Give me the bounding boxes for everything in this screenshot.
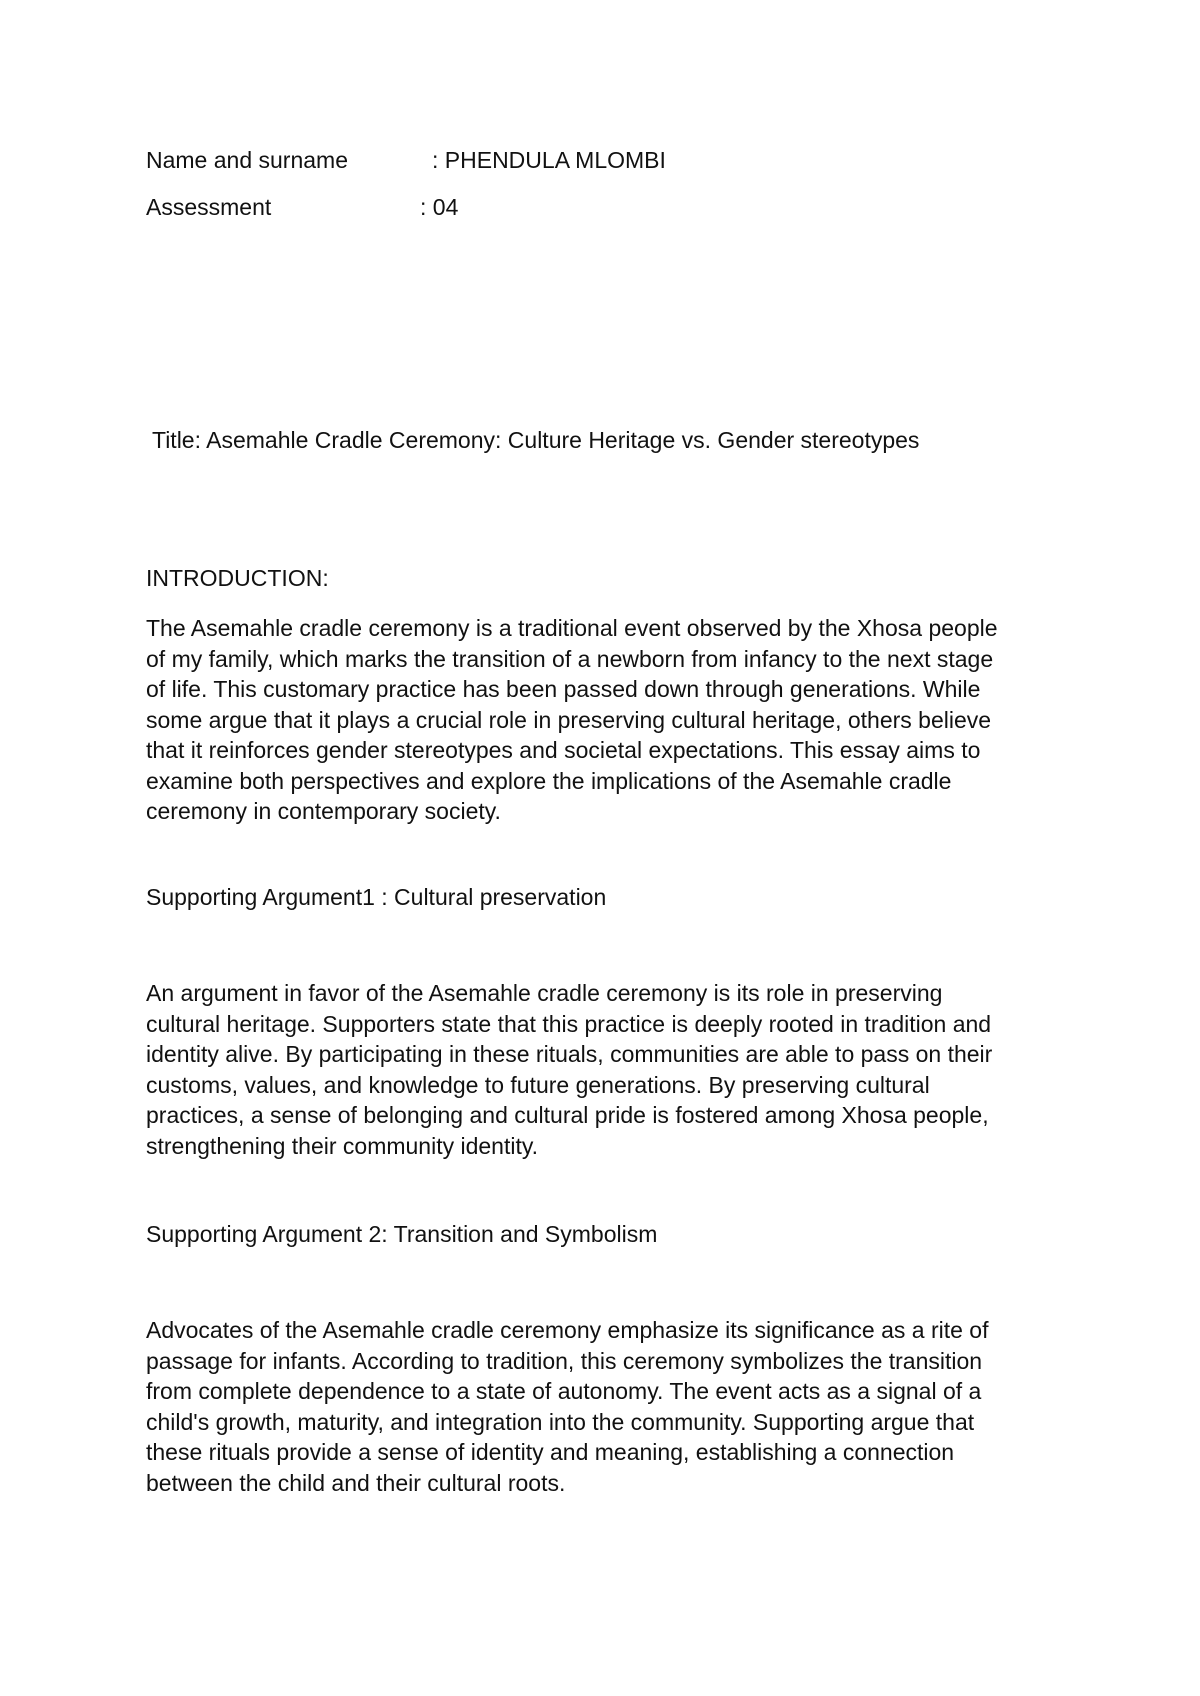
assessment-label: Assessment	[146, 194, 272, 220]
paragraph-line: examine both perspectives and explore the implications of the Asemahle cradle	[146, 767, 952, 794]
paragraph-line: of my family, which marks the transition of a newborn from infancy to the next stage	[146, 645, 994, 672]
paragraph-line: passage for infants. According to tradition, this ceremony symbolizes the transition	[146, 1347, 983, 1374]
paragraph-line: ceremony in contemporary society.	[146, 798, 501, 824]
assessment-value: : 04	[420, 194, 459, 220]
name-label: Name and surname	[146, 147, 348, 173]
section-paragraph-cultural-preservation	[146, 978, 1076, 1161]
paragraph-line: An argument in favor of the Asemahle cradle ceremony is its role in preserving	[146, 980, 943, 1006]
section-heading-transition-symbolism: Supporting Argument 2: Transition and Symbolism	[146, 1221, 658, 1247]
section-heading-cultural-preservation: Supporting Argument1 : Cultural preservation	[146, 884, 607, 910]
essay-title: Title: Asemahle Cradle Ceremony: Culture Heritage vs. Gender stereotypes	[152, 427, 920, 453]
paragraph-line: some argue that it plays a crucial role in preserving cultural heritage, others believe	[146, 706, 992, 733]
name-value: : PHENDULA MLOMBI	[432, 147, 666, 173]
paragraph-line: that it reinforces gender stereotypes and societal expectations. This essay aims to	[146, 737, 981, 763]
paragraph-line: identity alive. By participating in these rituals, communities are able to pass on their	[146, 1041, 993, 1067]
paragraph-line: between the child and their cultural roots.	[146, 1469, 566, 1496]
paragraph-line: from complete dependence to a state of autonomy. The event acts as a signal of a	[146, 1378, 982, 1404]
paragraph-line: strengthening their community identity.	[146, 1132, 539, 1159]
paragraph-line: Advocates of the Asemahle cradle ceremony emphasize its significance as a rite of	[146, 1317, 989, 1343]
paragraph-line: child's growth, maturity, and integration into the community. Supporting argue that	[146, 1408, 975, 1435]
paragraph-line: The Asemahle cradle ceremony is a traditional event observed by the Xhosa people	[146, 615, 998, 641]
paragraph-line: these rituals provide a sense of identity and meaning, establishing a connection	[146, 1439, 955, 1465]
section-paragraph-introduction	[146, 613, 1076, 827]
paragraph-line: customs, values, and knowledge to future generations. By preserving cultural	[146, 1071, 930, 1098]
paragraph-line: cultural heritage. Supporters state that this practice is deeply rooted in tradition and	[146, 1010, 992, 1037]
section-paragraph-transition-symbolism	[146, 1315, 1076, 1498]
paragraph-line: of life. This customary practice has been passed down through generations. While	[146, 676, 981, 702]
section-heading-introduction: INTRODUCTION:	[146, 565, 329, 591]
paragraph-line: practices, a sense of belonging and cultural pride is fostered among Xhosa people,	[146, 1102, 989, 1128]
